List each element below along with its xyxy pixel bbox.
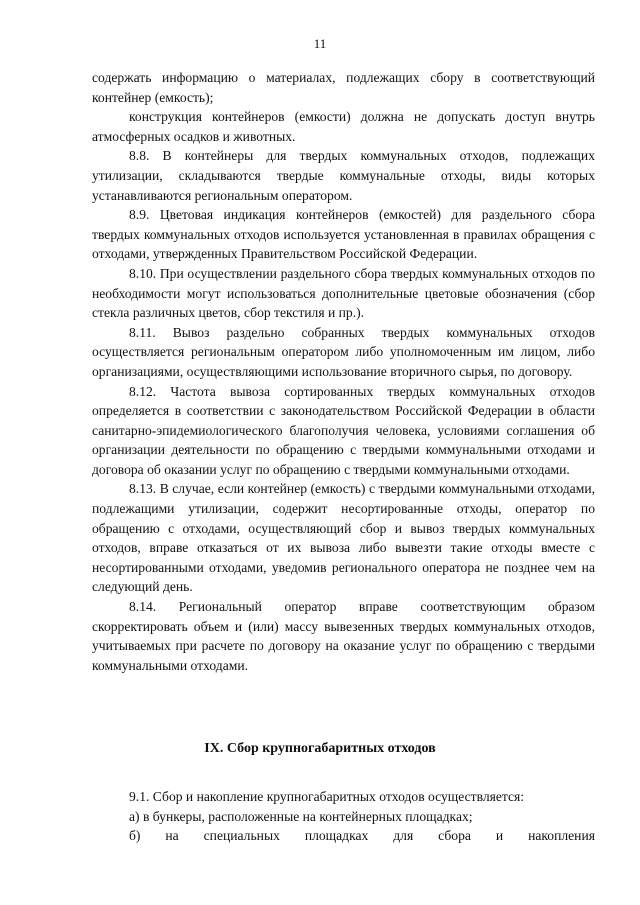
list-item-b: б) на специальных площадках для сбора и накопления — [129, 828, 595, 844]
paragraph-8-10: 8.10. При осуществлении раздельного сбора твердых коммунальных отходов по необходимости могут использоваться дополнительные цветовые обозначения (сбор стекла различных цветов, сбор текстиля и пр.). — [92, 265, 595, 321]
paragraph-continuation: содержать информацию о материалах, подлежащих сбору в соответствующий контейнер (емкость); — [92, 70, 595, 105]
section-body — [92, 787, 595, 846]
paragraph-8-13: 8.13. В случае, если контейнер (емкость) с твердыми коммунальными отходами, подлежащими утилизации, содержит несортированные отходы, оператор по обращению с отходами, осуществляющий сбор и вывоз твердых коммунальных отходов, вправе отказаться от их вывоза либо вывезти такие отходы вместе с несортированными отходами, уведомив регионального оператора не позднее чем на следующий день. — [92, 481, 595, 595]
paragraph-9-1: 9.1. Сбор и накопление крупногабаритных отходов осуществляется: — [129, 789, 525, 804]
document-body — [92, 68, 595, 675]
paragraph-8-11: 8.11. Вывоз раздельно собранных твердых коммунальных отходов осуществляется региональным оператором либо уполномоченным им лицом, либо организациями, осуществляющими использование вторичного сырья, по договору. — [92, 324, 595, 379]
paragraph-8-12: 8.12. Частота вывоза сортированных твердых коммунальных отходов определяется в соответствии с законодательством Российской Федерации в области санитарно-эпидемиологического благополучия человека, условиями соглашения об организации деятельности по обращению с твердыми коммунальными отходами и договора об оказании услуг по обращению с твердыми коммунальными отходами. — [92, 383, 595, 477]
paragraph-8-9: 8.9. Цветовая индикация контейнеров (емкостей) для раздельного сбора твердых коммунальных отходов используется установленная в правилах обращения с отходами, утвержденных Правительством Российской Федерации. — [92, 207, 595, 262]
page-number: 11 — [313, 36, 327, 51]
list-item-a: а) в бункеры, расположенные на контейнерных площадках; — [129, 808, 473, 824]
section-heading: IX. Сбор крупногабаритных отходов — [204, 741, 436, 756]
paragraph-8-8: 8.8. В контейнеры для твердых коммунальных отходов, подлежащих утилизации, складываются твердые коммунальные отходы, виды которых устанавливаются региональным оператором. — [92, 148, 595, 203]
paragraph-8-14: 8.14. Региональный оператор вправе соответствующим образом скорректировать объем и (или) массу вывезенных твердых коммунальных отходов, учитываемых при расчете по договору на оказание услуг по обращению с твердыми коммунальными отходами. — [92, 599, 595, 673]
paragraph-container-construction: конструкция контейнеров (емкости) должна не допускать доступ внутрь атмосферных осадков и животных. — [92, 109, 595, 144]
